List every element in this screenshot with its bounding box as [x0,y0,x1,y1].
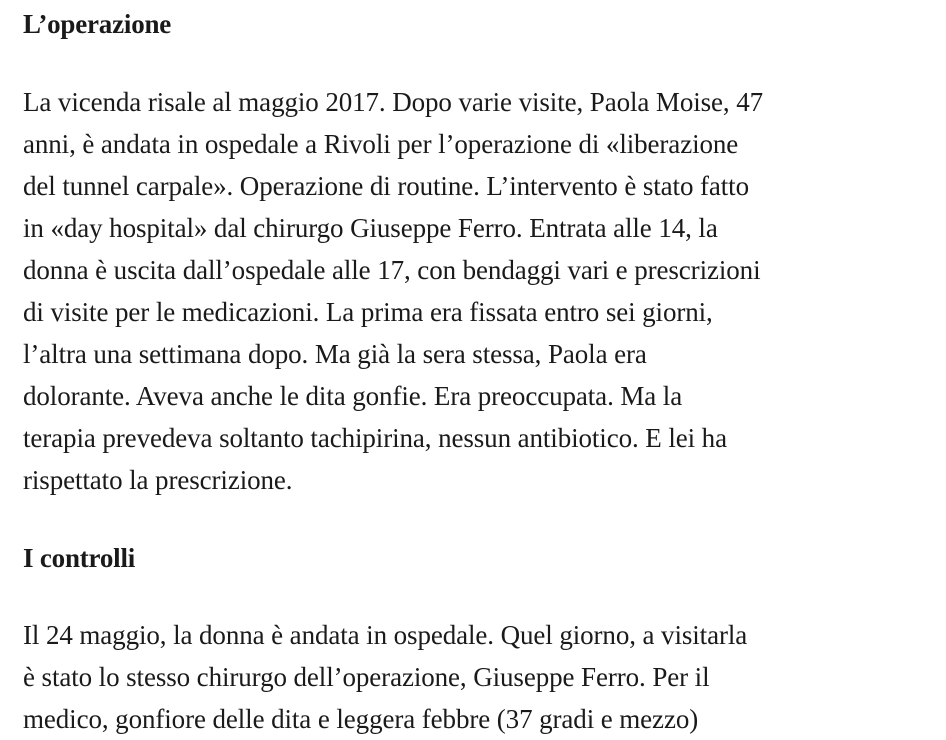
text-line: del tunnel carpale». Operazione di routine. L’intervento è stato fatto [23,171,749,201]
text-line: in «day hospital» dal chirurgo Giuseppe Ferro. Entrata alle 14, la [23,213,718,243]
text-line: dolorante. Aveva anche le dita gonfie. Era preoccupata. Ma la [23,381,683,411]
section-heading-controlli: I controlli [23,543,136,573]
text-line: l’altra una settimana dopo. Ma già la sera stessa, Paola era [23,339,647,369]
text-line: medico, gonfiore delle dita e leggera febbre (37 gradi e mezzo) [23,704,699,734]
paragraph-operazione [23,81,763,501]
text-line: anni, è andata in ospedale a Rivoli per l’operazione di «liberazione [23,129,739,159]
text-line: è stato lo stesso chirurgo dell’operazione, Giuseppe Ferro. Per il [23,662,710,692]
text-line: La vicenda risale al maggio 2017. Dopo varie visite, Paola Moise, 47 [23,87,764,117]
paragraph-controlli [23,614,747,740]
text-line: terapia prevedeva soltanto tachipirina, nessun antibiotico. E lei ha [23,423,727,453]
section-heading-operazione: L’operazione [23,9,172,39]
text-line: di visite per le medicazioni. La prima era fissata entro sei giorni, [23,297,713,327]
text-line: donna è uscita dall’ospedale alle 17, con bendaggi vari e prescrizioni [23,255,761,285]
text-line: Il 24 maggio, la donna è andata in ospedale. Quel giorno, a visitarla [23,620,748,650]
text-line: rispettato la prescrizione. [23,465,293,495]
